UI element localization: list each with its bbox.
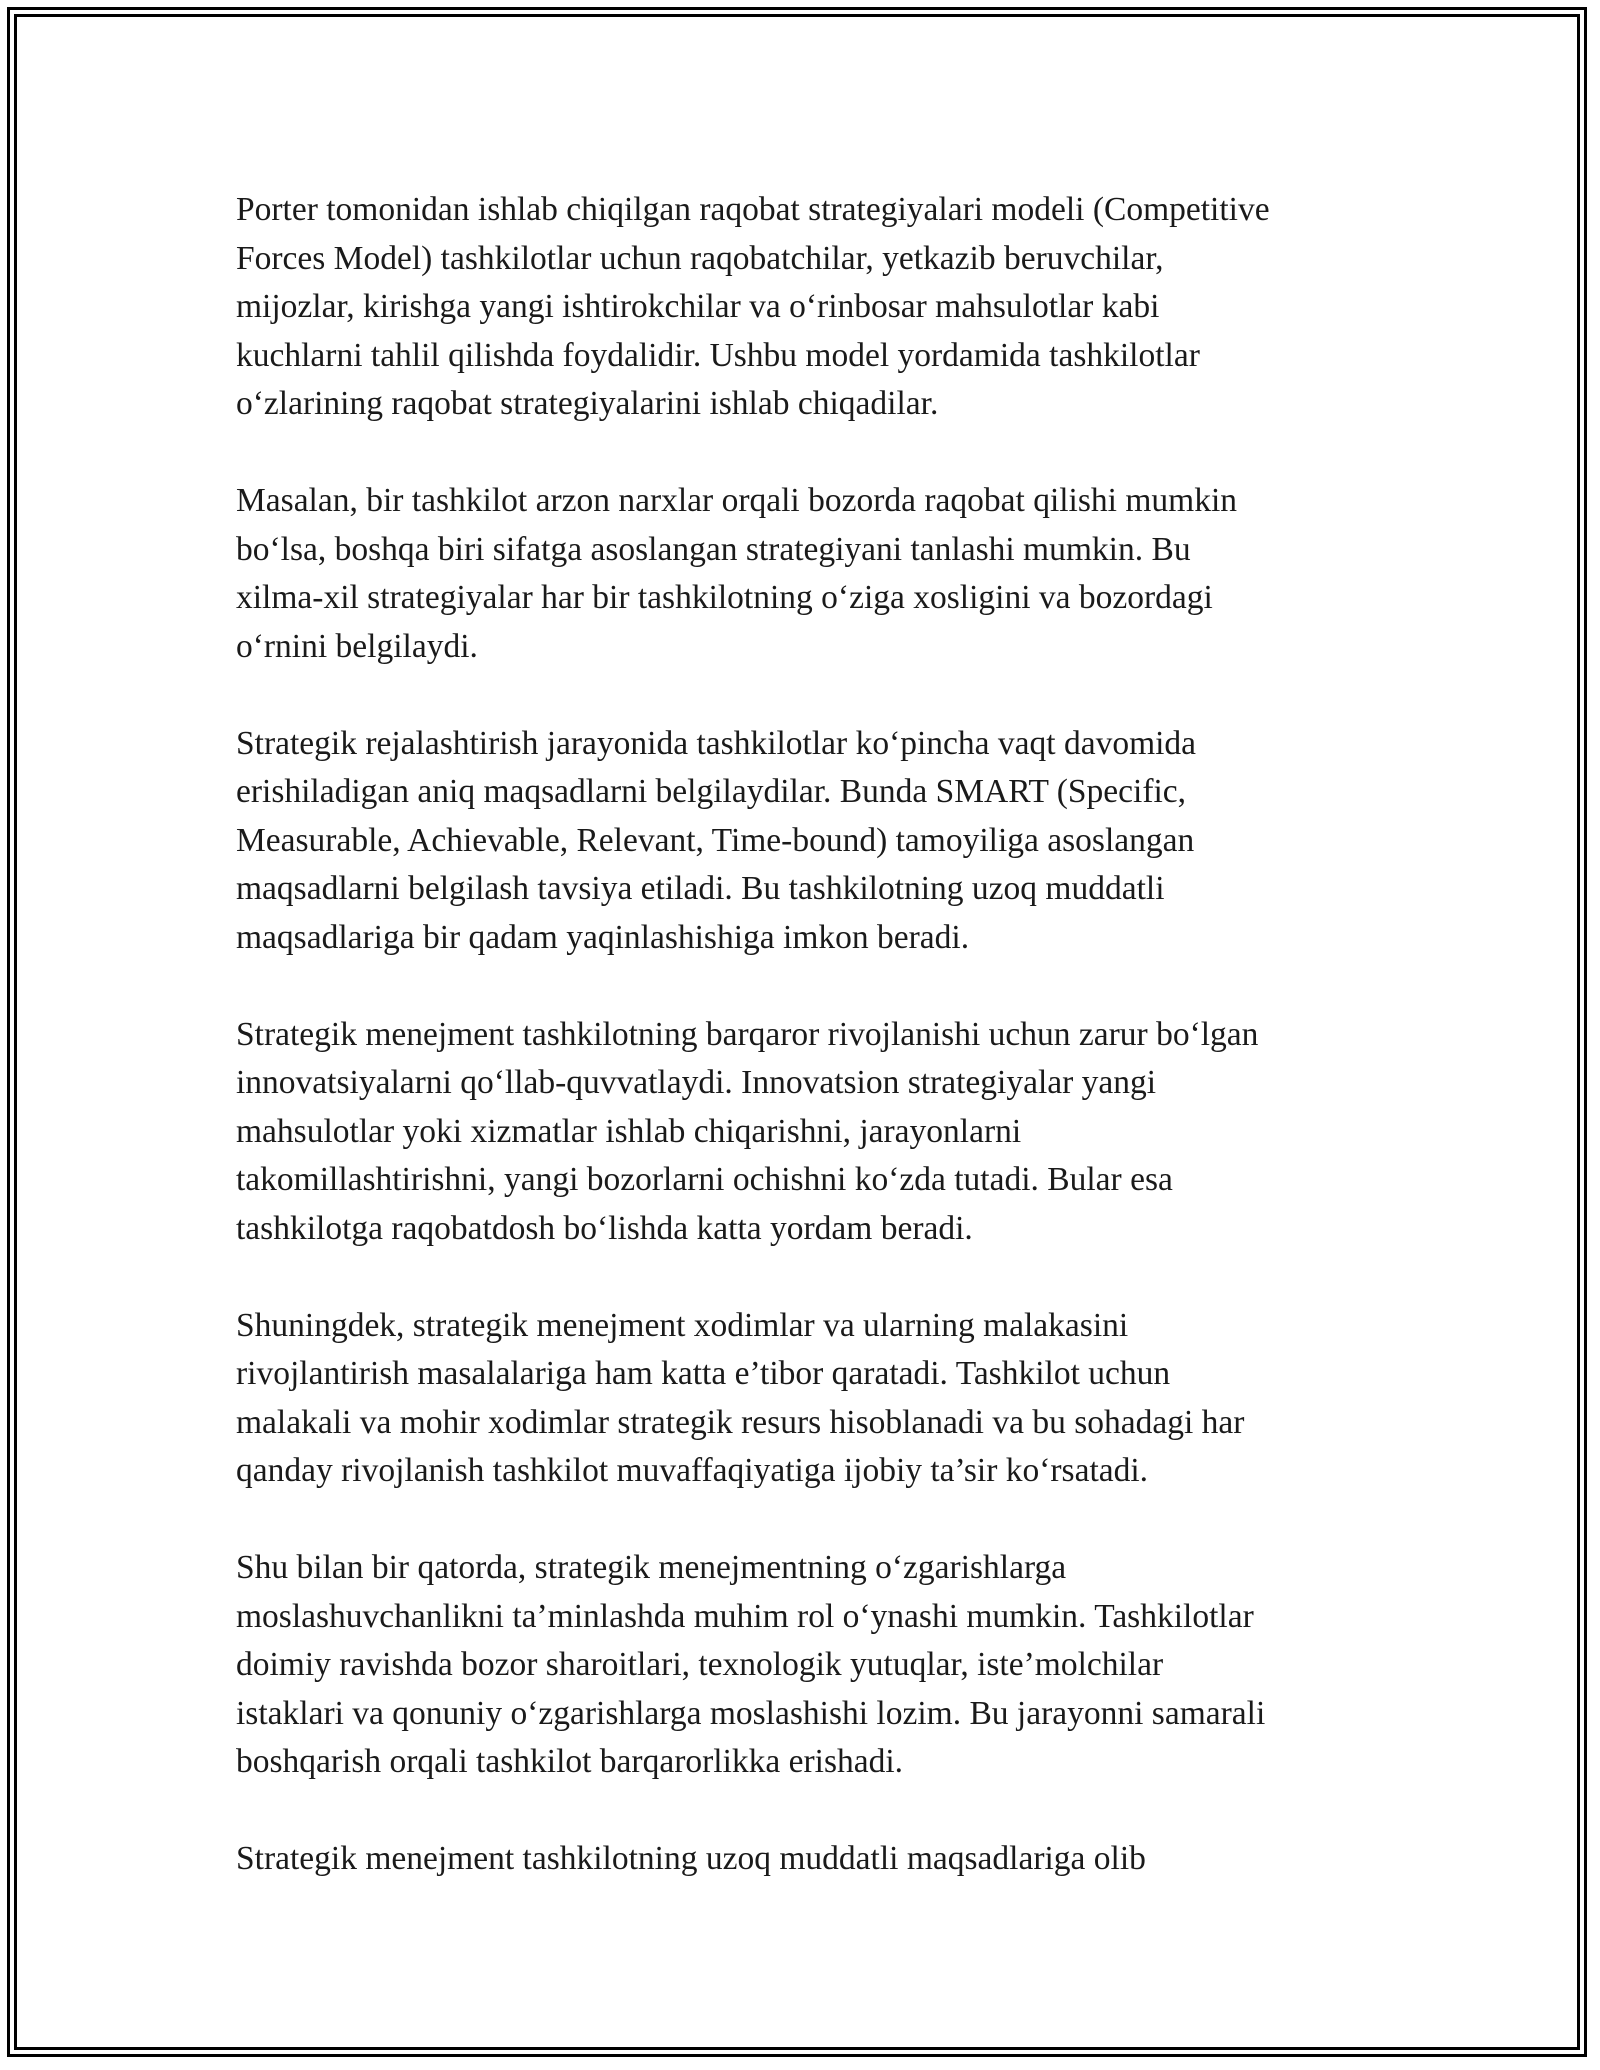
text-line: mahsulotlar yoki xizmatlar ishlab chiqarishni, jarayonlarni: [236, 1112, 1022, 1150]
paragraph-adaptability: [236, 1544, 1396, 1787]
text-line: innovatsiyalarni qo‘llab-quvvatlaydi. Innovatsion strategiyalar yangi: [236, 1064, 1157, 1101]
paragraph-innovation: [236, 1011, 1396, 1254]
text-line: tashkilotga raqobatdosh bo‘lishda katta yordam beradi.: [236, 1209, 973, 1247]
text-line: mijozlar, kirishga yangi ishtirokchilar va o‘rinbosar mahsulotlar kabi: [236, 288, 1160, 325]
text-line: Shuningdek, strategik menejment xodimlar va ularning malakasini: [236, 1306, 1129, 1344]
text-line: xilma-xil strategiyalar har bir tashkilotning o‘ziga xosligini va bozordagi: [236, 579, 1213, 616]
text-line: o‘rnini belgilaydi.: [236, 627, 478, 665]
text-line: doimiy ravishda bozor sharoitlari, texnologik yutuqlar, iste’molchilar: [236, 1646, 1164, 1683]
text-line: Forces Model) tashkilotlar uchun raqobatchilar, yetkazib beruvchilar,: [236, 239, 1164, 277]
text-line: maqsadlariga bir qadam yaqinlashishiga imkon beradi.: [236, 918, 970, 956]
paragraph-smart-goals: [236, 720, 1396, 963]
text-line: Strategik rejalashtirish jarayonida tashkilotlar ko‘pincha vaqt davomida: [236, 724, 1197, 762]
paragraph-example-strategies: [236, 477, 1396, 671]
text-line: Shu bilan bir qatorda, strategik menejmentning o‘zgarishlarga: [236, 1549, 1067, 1586]
text-line: Porter tomonidan ishlab chiqilgan raqobat strategiyalari modeli (Competitive: [236, 191, 1270, 228]
text-line: moslashuvchanlikni ta’minlashda muhim rol o‘ynashi mumkin. Tashkilotlar: [236, 1597, 1254, 1635]
text-line: bo‘lsa, boshqa biri sifatga asoslangan strategiyani tanlashi mumkin. Bu: [236, 530, 1191, 568]
text-line: takomillashtirishni, yangi bozorlarni ochishni ko‘zda tutadi. Bular esa: [236, 1161, 1173, 1198]
text-line: Strategik menejment tashkilotning barqaror rivojlanishi uchun zarur bo‘lgan: [236, 1015, 1259, 1053]
text-line: malakali va mohir xodimlar strategik resurs hisoblanadi va bu sohadagi har: [236, 1403, 1245, 1441]
text-line: o‘zlarining raqobat strategiyalarini ishlab chiqadilar.: [236, 385, 939, 422]
text-line: rivojlantirish masalalariga ham katta e’tibor qaratadi. Tashkilot uchun: [236, 1355, 1171, 1392]
text-line: istaklari va qonuniy o‘zgarishlarga moslashishi lozim. Bu jarayonni samarali: [236, 1694, 1266, 1732]
text-line: Masalan, bir tashkilot arzon narxlar orqali bozorda raqobat qilishi mumkin: [236, 482, 1238, 519]
text-line: Strategik menejment tashkilotning uzoq muddatli maqsadlariga olib: [236, 1840, 1146, 1877]
text-line: qanday rivojlanish tashkilot muvaffaqiyatiga ijobiy ta’sir ko‘rsatadi.: [236, 1452, 1149, 1489]
text-line: Measurable, Achievable, Relevant, Time-bound) tamoyiliga asoslangan: [236, 821, 1195, 859]
text-line: maqsadlarni belgilash tavsiya etiladi. Bu tashkilotning uzoq muddatli: [236, 870, 1165, 907]
paragraph-long-term-goals: [236, 1835, 1396, 1884]
paragraph-porter-model: [236, 186, 1396, 429]
document-body: [236, 186, 1396, 1884]
text-line: erishiladigan aniq maqsadlarni belgilaydilar. Bunda SMART (Specific,: [236, 773, 1187, 810]
text-line: kuchlarni tahlil qilishda foydalidir. Ushbu model yordamida tashkilotlar: [236, 336, 1200, 374]
text-line: boshqarish orqali tashkilot barqarorlikka erishadi.: [236, 1743, 904, 1780]
paragraph-staff-development: [236, 1302, 1396, 1496]
